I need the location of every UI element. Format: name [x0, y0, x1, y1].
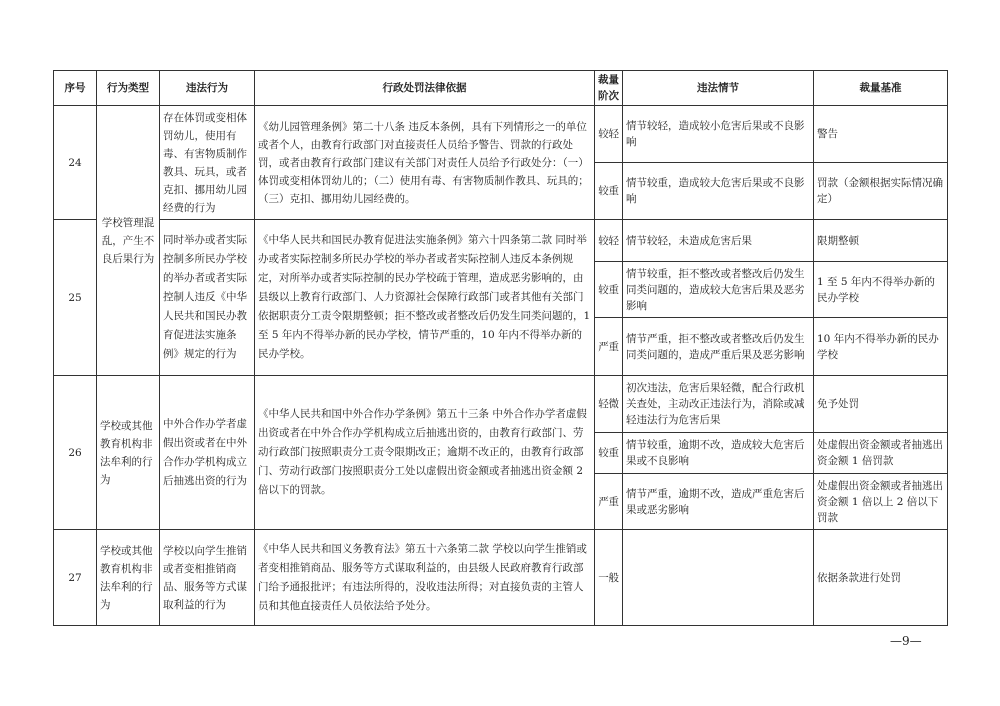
table-row [54, 220, 948, 262]
violation-text: 中外合作办学者虚假出资或者在中外合作办学机构成立后抽逃出资的行为 [160, 376, 255, 530]
table-row [54, 530, 948, 626]
circumstance-cell: 情节严重，拒不整改或者整改后仍发生同类问题的，造成严重后果及恶劣影响 [623, 318, 814, 376]
level-cell: 较轻 [595, 106, 623, 163]
circumstance-cell: 情节较重，造成较大危害后果或不良影响 [623, 163, 814, 220]
legal-basis-text: 《幼儿园管理条例》第二十八条 违反本条例，具有下列情形之一的单位或者个人，由教育行政部门对直接责任人员给予警告、罚款的行政处罚，或者由教育行政部门建议有关部门对责任人员给予行政处分：（一）体罚或变相体罚幼儿的；（二）使用有毒、有害物质制作教具、玩具的；（三）克扣、挪用幼儿园经费的。 [255, 106, 595, 220]
standard-cell: 1 至 5 年内不得举办新的民办学校 [814, 261, 948, 317]
violation-text: 学校以向学生推销或者变相推销商品、服务等方式谋取利益的行为 [160, 530, 255, 626]
behavior-type: 学校或其他教育机构非法牟利的行为 [97, 376, 160, 530]
standard-cell: 免予处罚 [814, 376, 948, 432]
standard-cell: 依据条款进行处罚 [814, 530, 948, 626]
row-number: 27 [54, 530, 97, 626]
row-number: 25 [54, 220, 97, 376]
table-row [54, 106, 948, 163]
header-behavior-type: 行为类型 [97, 71, 160, 106]
violation-text: 同时举办或者实际控制多所民办学校的举办者或者实际控制人违反《中华人民共和国民办教育促进法实施条例》规定的行为 [160, 220, 255, 376]
level-cell: 严重 [595, 474, 623, 530]
level-cell: 较重 [595, 432, 623, 474]
legal-basis-text: 《中华人民共和国义务教育法》第五十六条第二款 学校以向学生推销或者变相推销商品、服务等方式谋取利益的，由县级人民政府教育行政部门给予通报批评；有违法所得的，没收违法所得；对直接负责的主管人员和其他直接责任人员依法给予处分。 [255, 530, 595, 626]
header-violation: 违法行为 [160, 71, 255, 106]
header-legal-basis: 行政处罚法律依据 [255, 71, 595, 106]
circumstance-cell: 情节严重，逾期不改，造成严重危害后果或恶劣影响 [623, 474, 814, 530]
table-row [54, 376, 948, 432]
level-cell: 轻微 [595, 376, 623, 432]
circumstance-cell: 初次违法，危害后果轻微，配合行政机关查处，主动改正违法行为，消除或减轻违法行为危害后果 [623, 376, 814, 432]
level-cell: 严重 [595, 318, 623, 376]
standard-cell: 警告 [814, 106, 948, 163]
level-cell: 较重 [595, 261, 623, 317]
behavior-type: 学校或其他教育机构非法牟利的行为 [97, 530, 160, 626]
table-header-row [54, 71, 948, 106]
circumstance-cell: 情节较重，逾期不改，造成较大危害后果或不良影响 [623, 432, 814, 474]
circumstance-cell: 情节较轻，造成较小危害后果或不良影响 [623, 106, 814, 163]
page-number: —9— [890, 634, 922, 648]
header-circumstance: 违法情节 [623, 71, 814, 106]
behavior-type-merged: 学校管理混乱，产生不良后果行为 [97, 106, 160, 376]
standard-cell: 罚款（金额根据实际情况确定） [814, 163, 948, 220]
standard-cell: 10 年内不得举办新的民办学校 [814, 318, 948, 376]
row-number: 24 [54, 106, 97, 220]
standard-cell: 处虚假出资金额或者抽逃出资金额 1 倍罚款 [814, 432, 948, 474]
legal-basis-text: 《中华人民共和国中外合作办学条例》第五十三条 中外合作办学者虚假出资或者在中外合作办学机构成立后抽逃出资的，由教育行政部门、劳动行政部门按照职责分工责令限期改正；逾期不改正的，由教育行政部门、劳动行政部门按照职责分工处以虚假出资金额或者抽逃出资金额 2 倍以下的罚款。 [255, 376, 595, 530]
level-cell: 较重 [595, 163, 623, 220]
circumstance-cell: 情节较轻，未造成危害后果 [623, 220, 814, 262]
circumstance-cell: 情节较重，拒不整改或者整改后仍发生同类问题的，造成较大危害后果及恶劣影响 [623, 261, 814, 317]
penalty-discretion-table [53, 70, 948, 626]
header-no: 序号 [54, 71, 97, 106]
header-standard: 裁量基准 [814, 71, 948, 106]
circumstance-cell [623, 530, 814, 626]
standard-cell: 处虚假出资金额或者抽逃出资金额 1 倍以上 2 倍以下罚款 [814, 474, 948, 530]
row-number: 26 [54, 376, 97, 530]
level-cell: 较轻 [595, 220, 623, 262]
header-level: 裁量阶次 [595, 71, 623, 106]
level-cell: 一般 [595, 530, 623, 626]
standard-cell: 限期整顿 [814, 220, 948, 262]
legal-basis-text: 《中华人民共和国民办教育促进法实施条例》第六十四条第二款 同时举办或者实际控制多所民办学校的举办者或者实际控制人违反本条例规定，对所举办或者实际控制的民办学校疏于管理，造成恶劣影响的，由县级以上教育行政部门、人力资源社会保障行政部门或者其他有关部门依据职责分工责令限期整顿；拒不整改或者整改后仍发生同类问题的，1 至 5 年内不得举办新的民办学校，情节严重的，10 年内不得举办新的民办学校。 [255, 220, 595, 376]
violation-text: 存在体罚或变相体罚幼儿，使用有毒、有害物质制作教具、玩具，或者克扣、挪用幼儿园经费的行为 [160, 106, 255, 220]
